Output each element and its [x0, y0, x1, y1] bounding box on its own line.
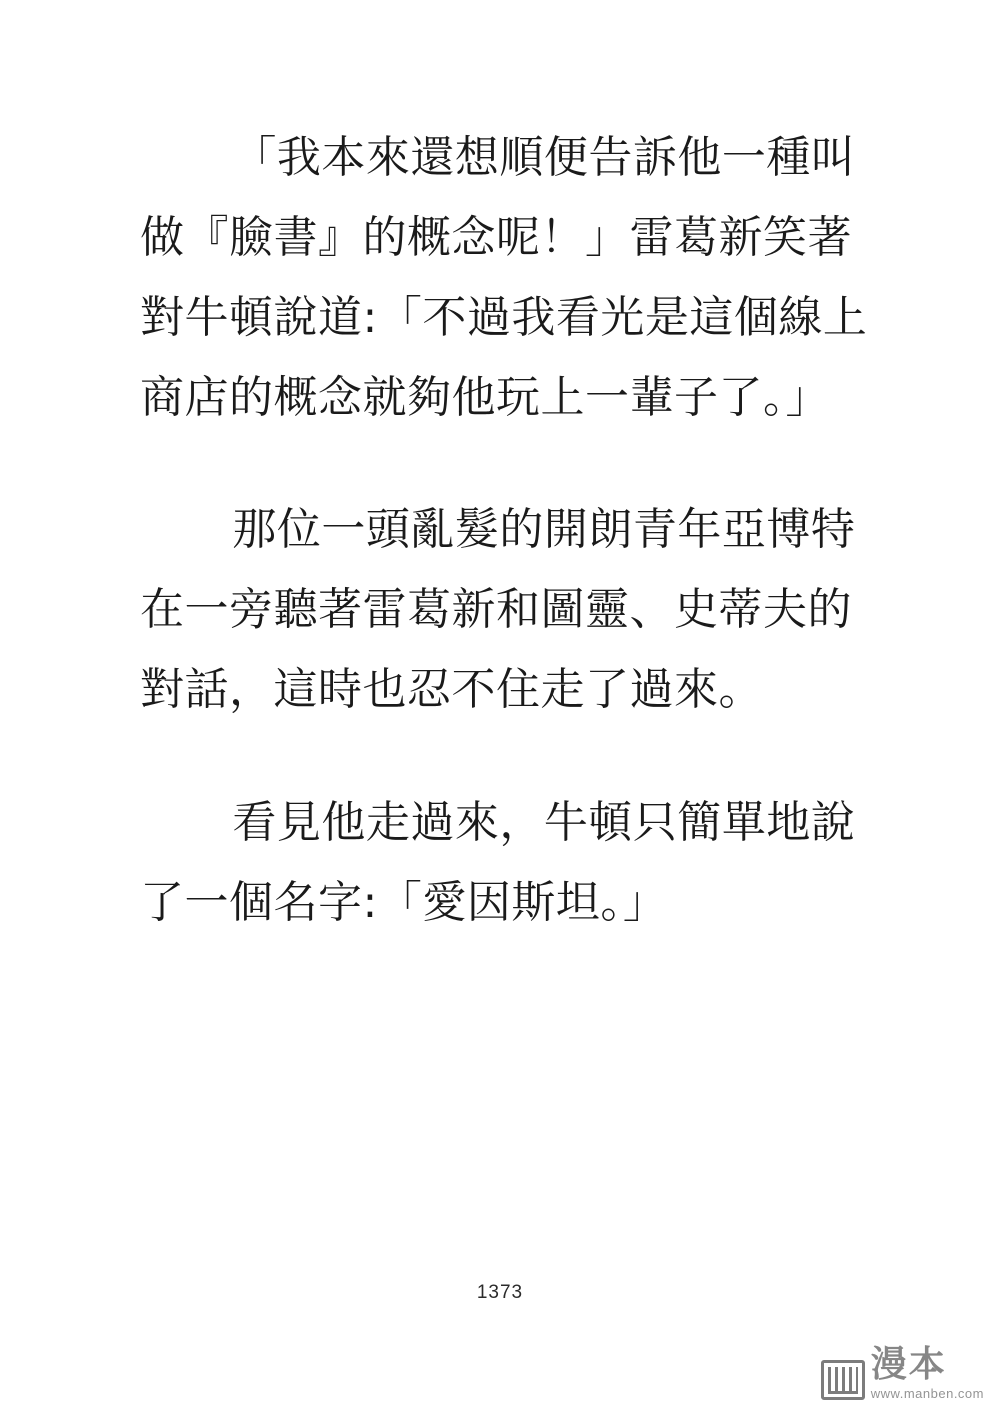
paragraph: 那位一頭亂髮的開朗青年亞博特在一旁聽著雷葛新和圖靈、史蒂夫的對話，這時也忍不住走了過來。 [140, 504, 856, 716]
watermark-url: www.manben.com [870, 1386, 984, 1401]
watermark [821, 1344, 984, 1401]
page-number: 1373 [476, 1282, 524, 1303]
paragraph: 「我本來還想順便告訴他一種叫做『臉書』的概念呢！」雷葛新笑著對牛頓說道:「不過我看光是這個線上商店的概念就夠他玩上一輩子了。」 [140, 132, 868, 424]
paragraph: 看見他走過來，牛頓只簡單地說了一個名字:「愛因斯坦。」 [140, 796, 856, 928]
page-text-body [140, 118, 870, 995]
watermark-text [870, 1344, 984, 1401]
watermark-title: 漫本 [870, 1344, 947, 1385]
watermark-logo-icon [821, 1360, 865, 1400]
